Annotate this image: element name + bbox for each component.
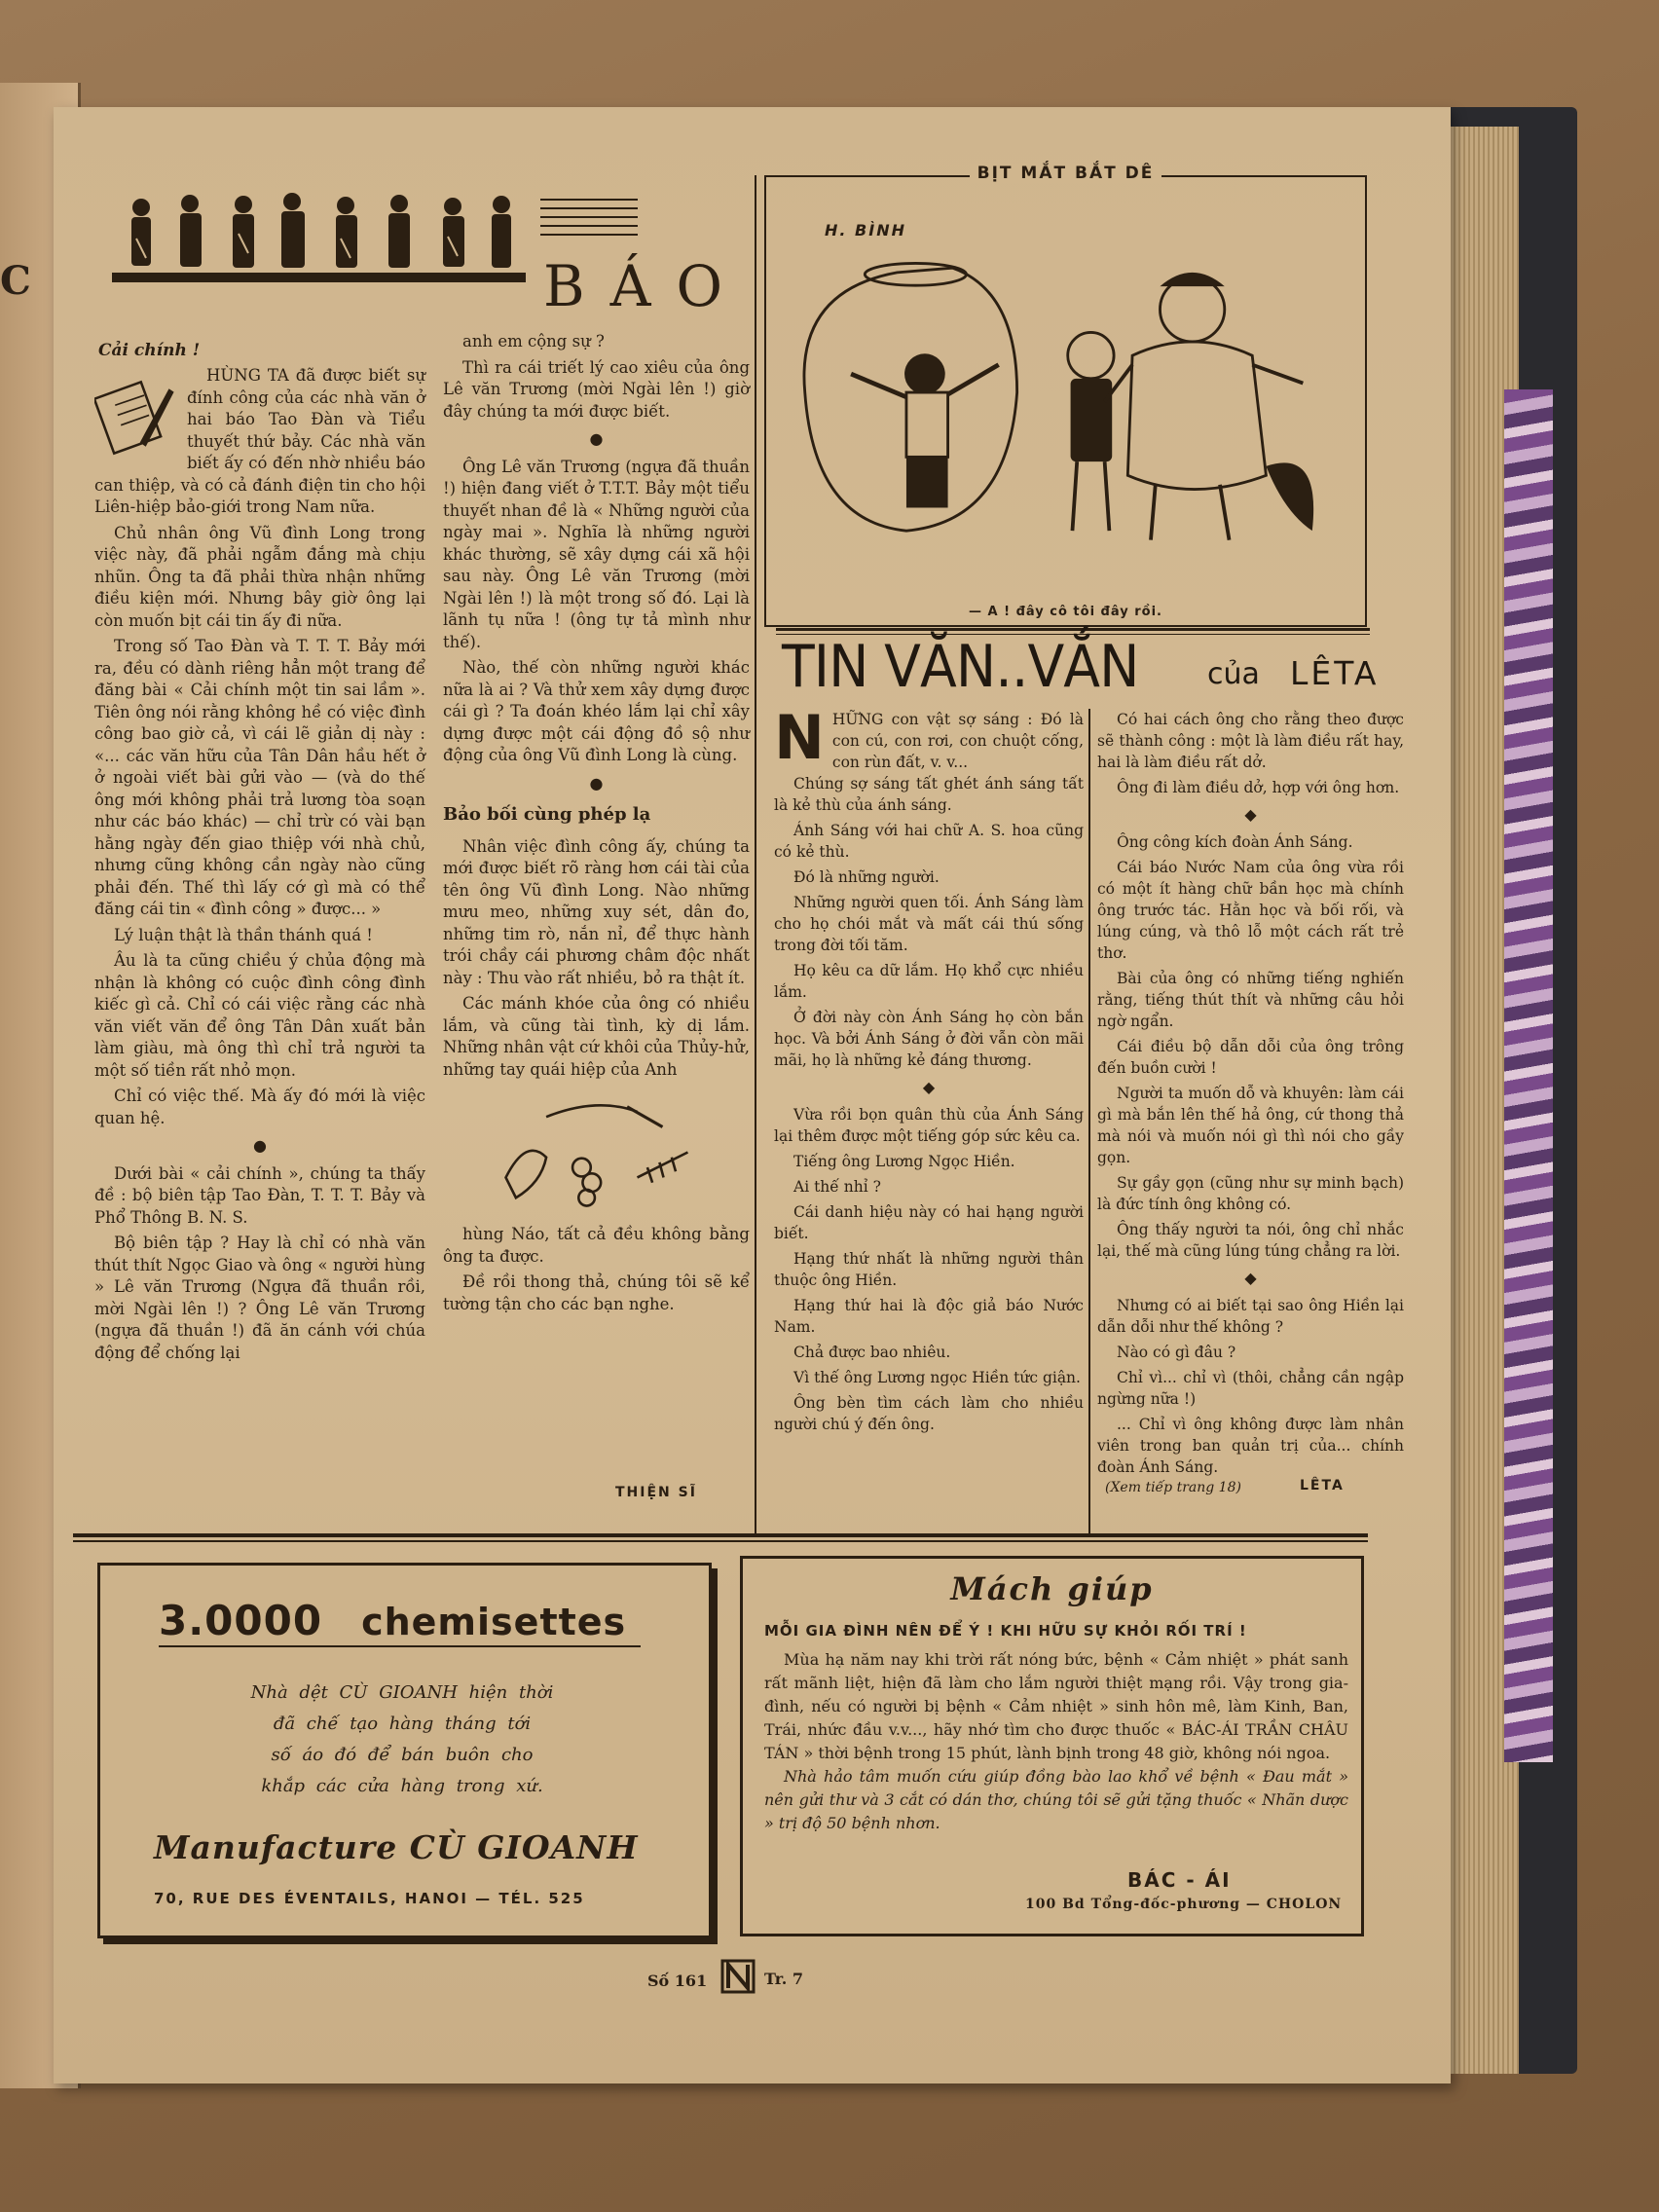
ad-mach-giup-body: Mùa hạ năm nay khi trời rất nóng bức, bệnh « Cảm nhiệt » phát sanh rất mãnh liệt, hiện đã làm cho lắm người thiệt mạng rồi. Vậy trong gia-đình, nếu có người bị bệnh « Cảm nhiệt » sinh hôn mê, làm Kinh, Ban, Trái, nhức đầu v.v..., hãy nhớ tìm cho được thuốc « BÁC-ÁI TRẦN CHÂU TÁN » thời bệnh trong 15 phút, lành bịnh trong 48 giờ, không nói ngoa. Nhà hảo tâm muốn cứu giúp đồng bào lao khổ về bệnh « Đau mắt » nên gửi thư và 3 cắt có dán thơ, chúng tôi sẽ gửi tặng thuốc « Nhãn dược » trị độ 50 bệnh nhơn.: [764, 1650, 1348, 1832]
tin-van-cua: của: [1207, 657, 1260, 691]
hand-coins-illustration: [485, 1087, 709, 1218]
ad-mach-giup-title: Mách giúp: [950, 1570, 1154, 1607]
ad-chemisettes-maker: Manufacture CÙ GIOANH: [154, 1828, 639, 1866]
ad-title-underline: [159, 1645, 641, 1647]
bao-header-illustration: [112, 180, 526, 297]
column-divider: [755, 175, 756, 1533]
separator-dot: ●: [589, 429, 604, 448]
ad-mach-giup-headline: MỖI GIA ĐÌNH NÊN ĐỂ Ý ! KHI HỮU SỰ KHỎI RỐI TRÍ !: [764, 1622, 1247, 1640]
tin-van-column-divider: [1088, 709, 1090, 1536]
left-page-letter: C: [0, 258, 31, 304]
separator-dot: ●: [253, 1136, 267, 1155]
tin-van-col1-text: N HỮNG con vật sợ sáng : Đó là con cú, con rơi, con chuột cống, con rùn đất, v. v... Chúng sợ sáng tất ghét ánh sáng tất là kẻ thù của ánh sáng. Ánh Sáng với hai chữ A. S. hoa cũng có kẻ thù. Đó là những người. Những người quen tối. Ánh Sáng làm cho họ chói mắt và mất cái thú sống trong đời tối tăm. Họ kêu ca dữ lắm. Họ khổ cực nhiều lắm. Ở đời này còn Ánh Sáng họ còn bắn học. Và bởi Ánh Sáng ở đời vẫn còn mãi mãi, họ là những kẻ đáng thương. ◆ Vừa rồi bọn quân thù của Ánh Sáng lại thêm được một tiếng góp sức kêu ca. Tiếng ông Lương Ngọc Hiền. Ai thế nhỉ ? Cái danh hiệu này có hai hạng người biết. Hạng thứ nhất là những người thân thuộc ông Hiền. Hạng thứ hai là độc giả báo Nước Nam. Chả được bao nhiêu. Vì thế ông Lương ngọc Hiền tức giận. Ông bèn tìm cách làm cho nhiều người chú ý đến ông.: [774, 709, 1084, 1433]
tin-van-title: TIN VĂN..VẮN: [782, 633, 1139, 701]
marbled-edge: [1504, 389, 1553, 1762]
thien-si-signature: THIỆN SĨ: [615, 1485, 697, 1500]
newspaper-logo-icon: [720, 1957, 756, 1996]
tin-van-column-1: [774, 709, 1084, 1439]
separator-dot: ●: [589, 773, 604, 793]
newspaper-page: [54, 107, 1451, 2083]
separator-diamond: ◆: [1244, 805, 1257, 824]
tin-van-col2-text: Có hai cách ông cho rằng theo được sẽ thành công : một là làm điều rất hay, hai là làm điều rất dở. Ông đi làm điều dở, hợp với ông hơn. ◆ Ông công kích đoàn Ánh Sáng. Cái báo Nước Nam của ông vừa rồi có một ít hàng chữ bần học mà chính ông trước tác. Hằn học và bối rối, và lúng cúng, và thô lỗ một cách rất trẻ thơ. Bài của ông có những tiếng nghiến rằng, tiếng thút thít và những câu hỏi ngờ ngẩn. Cái điều bộ dẫn dỗi của ông trông đến buồn cười ! Người ta muốn dỗ và khuyên: làm cái gì mà bắn lên thế hả ông, cứ thong thả mà nói và muốn nói gì thì nói cho gầy gọn. Sự gầy gọn (cũng như sự minh bạch) là đức tính ông không có. Ông thấy người ta nói, ông chỉ nhắc lại, thế mà cũng lúng túng chẳng ra lời. ◆ Nhưng có ai biết tại sao ông Hiền lại dẫn dỗi như thế không ? Nào có gì đâu ? Chỉ vì... chỉ vì (thôi, chẳng cần ngập ngừng nữa !) ... Chỉ vì ông không được làm nhân viên trong ban quản trị của... chính đoàn Ánh Sáng.: [1097, 711, 1404, 1476]
ad-mach-giup-address: 100 Bd Tổng-đốc-phương — CHOLON: [1025, 1897, 1343, 1912]
bao-section-title: BÁO: [543, 253, 749, 319]
chemisettes-advertisement: [97, 1563, 712, 1938]
section-bottom-rule-thin: [73, 1540, 1368, 1542]
page-number: Tr. 7: [764, 1970, 803, 1988]
bao-column-1: [94, 365, 425, 1368]
separator-diamond: ◆: [922, 1078, 936, 1096]
ad-mach-giup-brand: BÁC - ÁI: [1127, 1868, 1232, 1892]
tin-van-top-rule: [776, 628, 1370, 631]
section-bottom-rule: [73, 1533, 1368, 1537]
writing-hand-icon: [94, 369, 177, 466]
cartoon-caption: — A ! đây cô tôi đây rồi.: [969, 605, 1162, 619]
bao-col1-text: HÙNG TA đã được biết sự đính công của các nhà văn ở hai báo Tao Đàn và Tiểu thuyết thứ bảy. Các nhà văn biết ấy có đến nhờ nhiều báo can thiệp, và có cả đánh điện tin cho hội Liên-hiệp bảo-giới trong Nam nữa. Chủ nhân ông Vũ đình Long trong việc này, đã phải ngẫm đắng mà chịu nhũn. Ông ta đã phải thừa nhận những điều kiện mới. Nhưng bây giờ ông lại còn muốn bịt cái tin ấy đi nữa. Trong số Tao Đàn và T. T. T. Bảy mới ra, đều có dành riêng hẳn một trang để đăng bài « Cải chính một tin sai lầm ». Tiên ông nói rằng không hề có việc đình công bao giờ cả, vì cái lẽ giản dị này : «... các văn hữu của Tân Dân hầu hết ở ở ngoài viết bài gửi vào — (và do thế ông mới không phải trả lương tòa soạn như các báo khác) — chỉ trừ có vài bạn hằng ngày đến giao thiệp với nhà chủ, nhưng cũng không cần ngày nào cũng phải đến. Thế thì lấy cớ gì mà có thể đăng cái tin « đình công » được... » Lý luận thật là thần thánh quá ! Âu là ta cũng chiều ý chủa động mà nhận là không có cuộc đình công đình kiếc gì cả. Chỉ có cái việc rằng các nhà văn viết văn để ông Tân Dân xuất bản làm giàu, mà ông thì chỉ trả người ta một số tiền rất nhỏ mọn. Chỉ có việc thế. Mà ấy đó mới là việc quan hệ. ● Dưới bài « cải chính », chúng ta thấy đề : bộ biên tập Tao Đàn, T. T. T. Bảy và Phổ Thông B. N. S. Bộ biên tập ? Hay là chỉ có nhà văn thút thít Ngọc Giao và ông « người hùng » Lê văn Trương (Ngựa đã thuần rồi, mời Ngài lên !) ? Ông Lê văn Trương (ngựa đã thuần !) đã ăn cánh với chúa động để chống lại: [94, 366, 425, 1362]
mach-giup-advertisement: [740, 1556, 1364, 1936]
cartoon-illustration: [771, 236, 1355, 586]
dropcap-letter: N: [774, 709, 825, 773]
issue-number: Số 161: [647, 1972, 708, 1990]
bao-boi-heading: Bảo bối cùng phép lạ: [443, 804, 651, 825]
separator-diamond: ◆: [1244, 1269, 1257, 1287]
continued-note: (Xem tiếp trang 18): [1105, 1480, 1241, 1495]
tin-van-column-2: [1097, 709, 1404, 1482]
ad-chemisettes-body: Nhà dệt CÙ GIOANH hiện thời đã chế tạo hàng tháng tới số áo đó để bán buôn cho khắp các cửa hàng trong xứ.: [250, 1682, 554, 1796]
ad-chemisettes-title: [159, 1597, 626, 1644]
cartoon-title: BỊT MẮT BẮT DÊ: [766, 164, 1365, 183]
cartoon-box: [764, 164, 1367, 627]
leta-signature: LÊTA: [1300, 1478, 1345, 1493]
cai-chinh-heading: Cải chính !: [98, 341, 201, 360]
ad-chemisettes-word: chemisettes: [361, 1601, 627, 1643]
ad-chemisettes-address: 70, RUE DES ÉVENTAILS, HANOI — TÉL. 525: [154, 1890, 585, 1907]
tin-van-byline: LÊTA: [1290, 654, 1380, 692]
ad-chemisettes-number: 3.0000: [159, 1597, 323, 1644]
bao-col2-text: anh em cộng sự ? Thì ra cái triết lý cao xiêu của ông Lê văn Trương (mời Ngài lên !) giờ đây chúng ta mới được biết. ● Ông Lê văn Trương (ngựa đã thuần !) hiện đang viết ở T.T.T. Bảy một tiểu thuyết nhan đề là « Những người của ngày mai ». Nghĩa là những người khác thường, sẽ xây dựng cái xã hội sau này. Ông Lê văn Trương (mời Ngài lên !) là một trong số đó. Lại là lãnh tụ nữa ! (ông tự tả mình như thế). Nào, thế còn những người khác nữa là ai ? Và thử xem xây dựng được cái gì ? Ta đoán khéo lắm lại chỉ xây dựng được một cái động đồ sộ như động của ông Vũ đình Long là cùng. ● Bảo bối cùng phép lạ Nhân việc đình công ấy, chúng ta mới được biết rõ ràng hơn cái tài của tên ông Vũ đình Long. Nào những mưu meo, những xuy sét, dân đo, những tim rò, nắn nỉ, để thực hành trói chầy cái phương châm độc nhất này : Thu vào rất nhiều, bỏ ra thật ít. Các mánh khóe của ông có nhiều lắm, và cũng tài tình, kỳ dị lắm. Những nhân vật cứ khôi của Thủy-hử, những tay quái hiệp của Anh hùng Náo, tất cả đều không bằng ông ta được. Đề rồi thong thả, chúng tôi sẽ kể tường tận cho các bạn nghe.: [443, 332, 750, 1313]
bao-column-2: [443, 331, 750, 1319]
cartoon-artist: H. BÌNH: [825, 221, 906, 240]
